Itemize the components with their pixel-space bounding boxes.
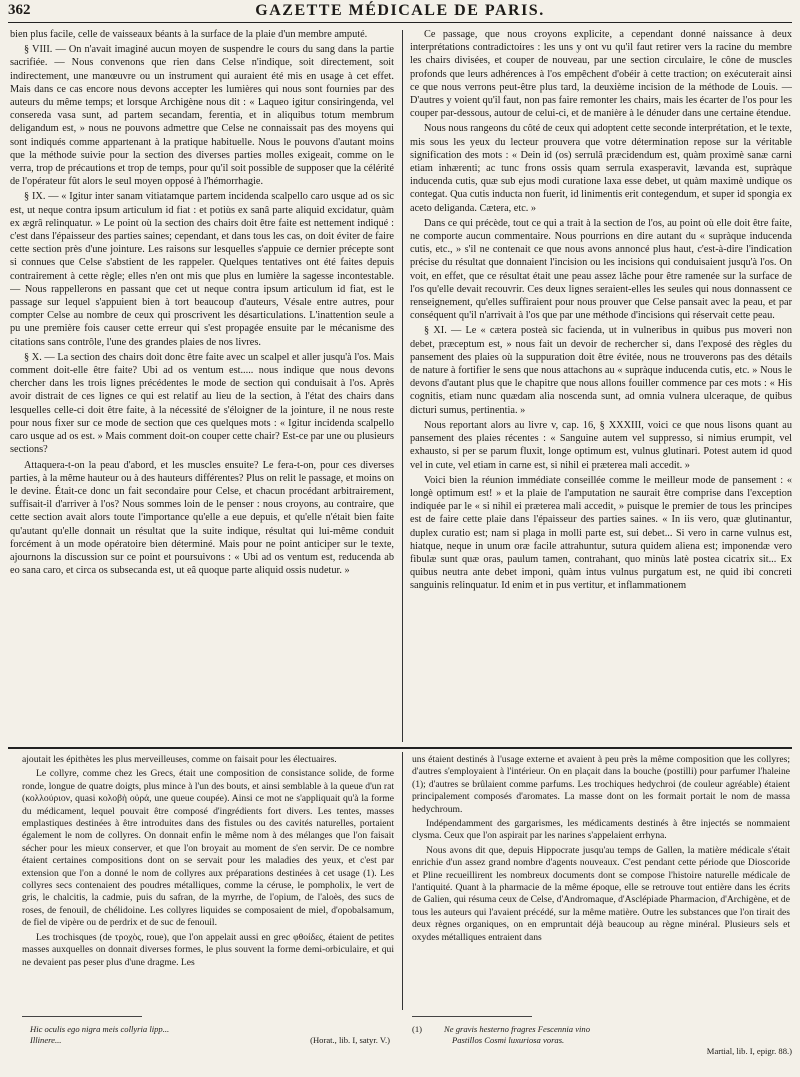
footnote-mark: (1) (412, 1024, 423, 1034)
page-header (8, 0, 792, 23)
paragraph-section-8: § VIII. — On n'avait imaginé aucun moyen de suspendre le cours du sang dans la partie sacrifiée. — Nous convenons que rien dans Celse n'indique, soit directement, soit indirectement, une manœuvre ou un instrument qui auraient été mis en usage à cet effet. Mais dans ce cas encore nous devons accepter les lumières qui nous sont fournies par des auteurs du même temps; et lorsque Archigène nous dit : « Laqueo igitur consiringenda, vel consereda vasa sunt, ad partem secandam, ferentia, et in aliquibus totum membrum deligandum est, » nous ne pouvons admettre que Celse ne connaissait pas des moyens qui sont indiqués comme appartenant à la pratique habituelle. Nous le pouvons d'autant moins que la méthode suivie pour la section des diverses parties molles exigeait, comme on le verra, trop de précautions et trop de temps, pour qu'il soit possible de supposer que la célérité de l'opérateur fût alors le seul moyen opposé à l'hémorrhagie. (10, 44, 394, 188)
paragraph-trochisques: Les trochisques (de τροχὸς, roue), que l'on appelait aussi en grec φθοίδες, étaient de petites masses auxquelles on donnait diverses formes, le plus souvent la forme demi-orbiculaire, et qui ne devaient pas peser plus d'une dragme. Les (22, 931, 394, 968)
paragraph: Dans ce qui précède, tout ce qui a trait à la section de l'os, au point où elle doit être faite, ne comporte aucun commentaire. Nous pourrions en dire autant du « supràque inducenda cutis, etc., » s'il ne contenait ce que nous avons annoncé plus haut, c'est-à-dire l'indication précise du résultat que donnaient l'incision ou les incisions qui conduisaient jusqu'à l'os. On voit, en effet, que ce résultat était une peau assez lâche pour être ramenée sur la surface de l'os qu'elle devait recouvrir. Ces deux lignes seraient-elles les seules qui nous donnassent ce renseignement, qu'elles suffiraient pour nous prouver que Celse pansait avec la peau, et par conséquent qu'il n'arrivait à l'os que par une méthode d'incisions qui réservait cette peau. (410, 217, 792, 322)
paragraph: Nous nous rangeons du côté de ceux qui adoptent cette seconde interprétation, et le texte, mis sous les yeux du lecteur prouvera que votre détermination repose sur la véritable signification des mots : « Dein id (os) serrulâ præcidendum est, quàm proximè sanæ carni etiam inhærenti; ac tunc frons ossis quam serrula exasperavit, lævanda est, supràque inducenda cutis, quæ sub ejus modi curatione laxa esse debet, ut quàm maximè undique os contegat. Qua cutis inducta non fuerit, id linimentis erit contegendum, et super id spongia ex aceto deliganda. Cætera, etc. » (410, 123, 792, 214)
paragraph-section-11: § XI. — Le « cætera posteà sic facienda, ut in vulneribus in quibus pus moveri non debet, præceptum est, » nous fait un devoir de rechercher si, dans l'exposé des règles du pansement des plaies où la suppuration doit être évitée, nous ne trouverons pas des détails de nature à fortifier le sens que nous attachons au « supràque inducenda cutis, etc. » Nous le devons d'autant plus que le chapitre que nous allons fouiller commence par ces mots : « His cognitis, etiam nunc quædam alia noscenda sunt, ad omnia vulnera ulceraque, de quibus dicturi sumus, pertinentia. » (410, 325, 792, 416)
footnote-verse: Hic oculis ego nigra meis collyria lipp... (30, 1024, 170, 1034)
footnote-source: Martial, lib. I, epigr. 88.) (706, 1046, 792, 1056)
article-column-right (410, 28, 792, 743)
footnote-verse: Ne gravis hesterno fragres Fescennia vino (444, 1024, 591, 1034)
article-column-left (10, 28, 394, 743)
paragraph: Ce passage, que nous croyons explicite, a cependant donné naissance à deux interprétations contradictoires : les uns y ont vu qu'il faut retirer vers la racine du membre les chairs divisées, et couper de nouveau, par une section circulaire, le cône de muscles profonds que leurs adhérences à l'os empêchent d'obéir à cette traction; on exécuterait ainsi ce que nous verrons peut-être plus tard, la deuxième incision de la méthode de Louis. — D'autres y voient qu'il faut, non pas faire remonter les chairs, mais les écarter de l'os pour les couper par-dessous, autour de celui-ci, et de manière à le dénuder dans une certaine étendue. (410, 29, 792, 120)
journal-title: GAZETTE MÉDICALE DE PARIS. (255, 2, 545, 19)
paragraph-collyre: Le collyre, comme chez les Grecs, était une composition de consistance solide, de forme ronde, longue de quatre doigts, plus mince à l'un des bouts, et ainsi semblable à la queue d'un rat (κολλούριον, quasi κολοβὴ οὐρά, une queue coupée). Ainsi ce mot ne s'appliquait qu'à la forme du médicament, lequel pouvait être composé d'ingrédients fort divers. Les tentes, masses emplastiques destinées à être introduites dans des fistules ou des cavités naturelles, portaient également le nom de collyres. On donnait enfin le même nom à des mélanges que l'on faisait sécher pour les mieux conserver, et que l'on broyait au moment de s'en servir. De ce nombre étaient certaines compositions dont on se servait pour les maladies des yeux, et c'est par extension que l'on a donné le nom de collyres aux préparations destinées à cet usage (1). Les collyres secs contenaient des poudres métalliques, comme la céruse, le pompholix, le vert de gris, le chalcitis, la cadmie, puis du safran, de la myrrhe, de l'opium, de l'aloès, des sucs de roses, de fenouil, de chélidoine. Les collyres liquides se composaient de miel, d'opobalsamum, de fiel de vipère ou de perdrix et de suc de fenouil. (22, 768, 394, 929)
footnote-verse: Illinere... (30, 1035, 62, 1045)
footnote-left (30, 1024, 390, 1046)
paragraph: Attaquera-t-on la peau d'abord, et les muscles ensuite? Le fera-t-on, pour ces diverses parties, à la même hauteur ou à des hauteurs différentes? Plus on relit le passage, et moins on le devine. Était-ce donc un fait secondaire pour Celse, et chacun procédant arbitrairement, suffisait-il d'arriver à l'os? Nous sommes loin de le penser : nous croyons, au contraire, que cette section avait alors toute l'importance qu'elle a eue depuis, et qu'elle n'était bien faite qu'autant qu'elle donnait un résultat que la suite indique, résultat qui lui-même conduit forcément à un mode opératoire bien déterminé. Mais pour ne point anticiper sur le texte, ajournons la discussion sur ce point et poursuivons : « Ubi ad os ventum est, reducenda ab eo sana caro, et circa os subsecanda est, ut eâ quoque parte aliquid ossis nudetur. » (10, 459, 394, 577)
paragraph-section-9: § IX. — « Igitur inter sanam vitiatamque partem incidenda scalpello caro usque ad os sic est, ut neque contra ipsum articulum id fiat : et potiùs ex sanâ parte aliquid excidatur, quàm ex ægrâ relinquatur. » Le point où la section des chairs doit être faite est nettement indiqué : c'est dans l'épaisseur des parties saines; cependant, et dans tous les cas, on doit éviter de faire cette section près d'une jointure. Les raisons sur lesquelles s'appuie ce dernier précepte sont si connues que Celse s'abstient de les rappeler. Quelques tentatives ont été faites depuis contrairement à cette règle; elles n'en ont mis que plus en lumière la sagesse incontestable. — Nous rappellerons en passant que cet ut neque contra ipsum articulum id fiat, est le passage sur lequel s'appuient bien à tort beaucoup d'auteurs, Vésale entre autres, pour compter Celse au nombre de ceux qui proscrivent les désarticulations. L'inattention seule a pu une première fois causer cette erreur qui s'est propagée ensuite par le mécanisme des citations sans contrôle, l'une des grandes plaies de nos livres. (10, 191, 394, 348)
paragraph-gargarismes: Indépendamment des gargarismes, les médicaments destinés à être injectés se nommaient clysma. Ceux que l'on aspirait par les narines s'appelaient errhyna. (412, 818, 790, 842)
footnote-rule (412, 1016, 532, 1017)
column-divider-bottom (402, 752, 403, 1010)
paragraph: Nous reportant alors au livre v, cap. 16, § XXXIII, voici ce que nous lisons quant au pansement des plaies récentes : « Sanguine autem vel suppresso, si nimius erumpit, vel exhausto, si per se parum fluxit, longe optimum est, vulnus glutinari. Potest autem id quod vel in cute, vel etiam in carne est, si nihil ei præterea mali accedit. » (410, 419, 792, 471)
paragraph: Voici bien la réunion immédiate conseillée comme le meilleur mode de pansement : « longè optimum est! » et la plaie de l'amputation ne saurait être comprise dans l'exception indiquée par le « si nihil ei præterea mali accedit, » puisque le premier de tous les principes est de faire cette plaie dans l'épaisseur des parties saines. « In iis vero, quæ glutinantur, duplex curatio est; nam si plaga in molli parte est, sui debet... Si vero in carne vulnus est, hiatque, neque in unum oræ facile attrahuntur, sutura quidem aliena est; imponendæ vero fibulæ sunt quæ oras, paulum tamen, contrahant, quo minùs latè postea cicatrix sit... Ex quibus neutra ante debet imponi, quàm intus vulnus purgatum est, ne quid ibi concreti sanguinis relinquatur. Id enim et in pus vertitur, et inflammationem (410, 474, 792, 592)
paragraph: ajoutait les épithètes les plus merveilleuses, comme on faisait pour les électuaires. (22, 754, 337, 765)
paragraph: Nous avons dit que, depuis Hippocrate jusqu'au temps de Gallen, la matière médicale s'était enrichie d'un assez grand nombre d'agents nouveaux. C'est pendant cette période que Dioscoride et Pline recueillirent les nombreux documents dont se compose l'histoire naturelle médicale de l'antiquité. Quant à la pharmacie de la même époque, elle se retrouve tout entière dans les écrits de Galien, qui résuma ceux de Celse, d'Andromaque, d'Asclépiade Pharmacion, d'Archigène, et de tous les auteurs qui l'avaient précédé, sur la même matière. Outre les substances que l'on tirait des deux règnes organiques, on en empruntait déjà beaucoup au règne minéral. Plusieurs sels et oxydes métalliques entraient dans (412, 844, 790, 943)
paragraph: bien plus facile, celle de vaisseaux béants à la surface de la plaie d'un membre amputé. (10, 29, 368, 40)
feuilleton-divider (8, 747, 792, 749)
feuilleton-column-right (412, 754, 790, 1012)
feuilleton-column-left (22, 754, 394, 1012)
column-divider (402, 30, 403, 742)
page-number: 362 (8, 2, 31, 18)
footnote-right (412, 1024, 792, 1057)
paragraph: uns étaient destinés à l'usage externe et avaient à peu près la même composition que les collyres; d'autres s'employaient à l'intérieur. On en plaçait dans la bouche (postilli) pour parfumer l'haleine (1); d'autres se brûlaient comme parfums. Les trochiques hedychroi (de couleur agréable) étaient principalement composés d'aromates. La masse dont on les formait portait le nom de massa hedychroum. (412, 754, 790, 815)
footnote-verse: Pastillos Cosmi luxuriosa voras. (452, 1035, 565, 1045)
paragraph-section-10: § X. — La section des chairs doit donc être faite avec un scalpel et aller jusqu'à l'os. Mais comment doit-elle être faite? Ubi ad os ventum est..... nous indique que nous devons chercher dans les trois lignes précédentes le mode de section qui conduisait à l'os. Après avoir distrait de ces lignes ce qui est relatif au lieu de la section, à l'état des chairs dans lesquelles celle-ci doit être faite, à la nécessité de s'éloigner de la jointure, il ne nous reste pour nous fixer sur ce mode de section que ces quelques mots : « Igitur incidenda scalpello caro usque ad os est. » Mais comment doit-on couper cette chair? Est-ce par une ou plusieurs sections? (10, 351, 394, 456)
footnote-rule (22, 1016, 142, 1017)
footnote-source: (Horat., lib. I, satyr. V.) (310, 1035, 390, 1045)
